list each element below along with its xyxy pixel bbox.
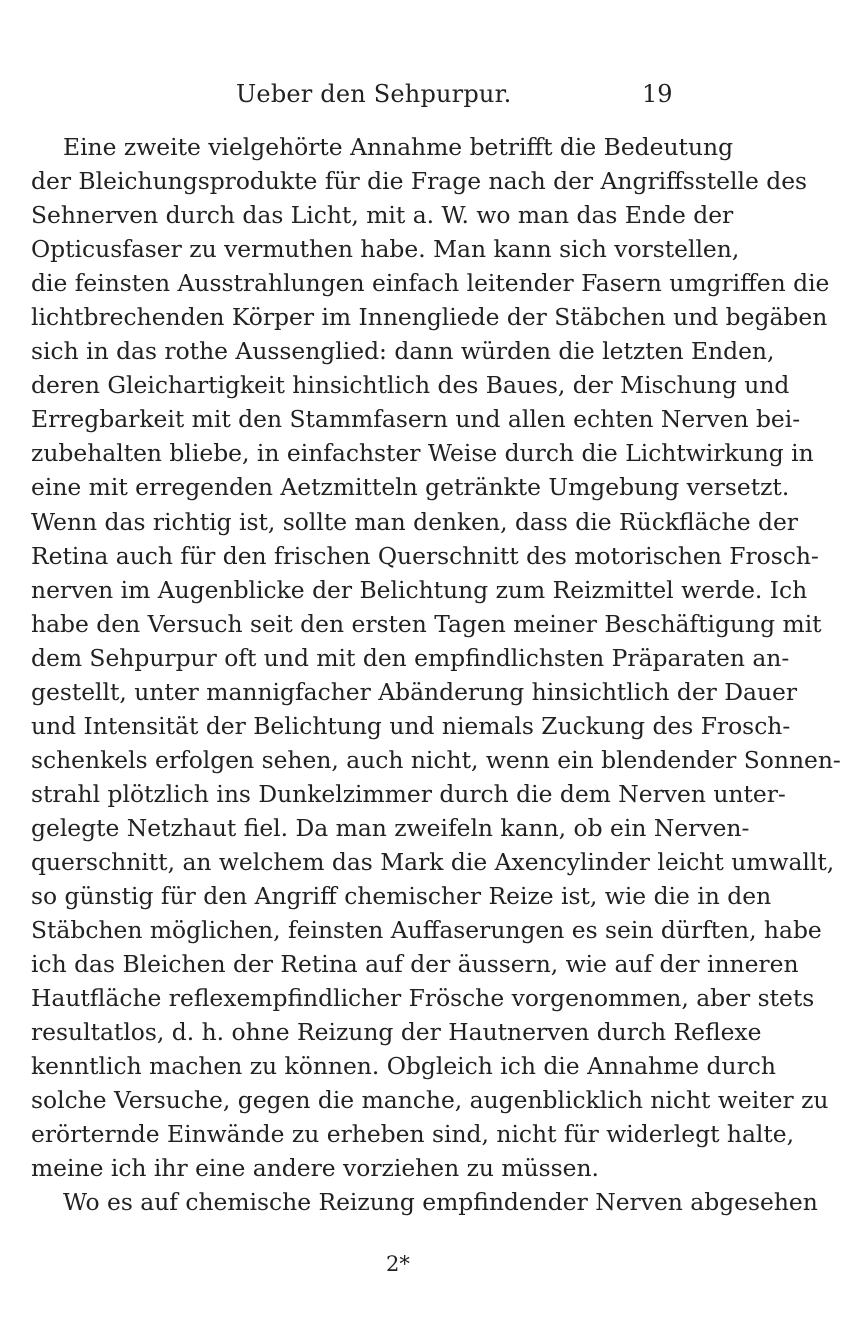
text-line: und Intensität der Belichtung und niemals Zuckung des Frosch- — [31, 711, 791, 740]
text-line: ich das Bleichen der Retina auf der äussern, wie auf der inneren — [31, 950, 799, 979]
text-line: Stäbchen möglichen, feinsten Auffaserungen es sein dürften, habe — [31, 916, 822, 945]
text-line: Wo es auf chemische Reizung empfindender Nerven abgesehen — [63, 1188, 818, 1217]
text-line: gestellt, unter mannigfacher Abänderung hinsichtlich der Dauer — [31, 677, 798, 706]
text-line: Eine zweite vielgehörte Annahme betrifft die Bedeutung — [63, 133, 734, 161]
text-line: meine ich ihr eine andere vorziehen zu müssen. — [31, 1154, 599, 1183]
text-line: Hautfläche reflexempfindlicher Frösche vorgenommen, aber stets — [31, 984, 815, 1013]
text-line: solche Versuche, gegen die manche, augenblicklich nicht weiter zu — [31, 1086, 829, 1115]
text-line: deren Gleichartigkeit hinsichtlich des Baues, der Mischung und — [31, 371, 790, 400]
body-text — [31, 130, 841, 1220]
text-line: die feinsten Ausstrahlungen einfach leitender Fasern umgriffen die — [31, 269, 830, 298]
text-line: Retina auch für den frischen Querschnitt des motorischen Frosch- — [31, 541, 819, 570]
text-line: zubehalten bliebe, in einfachster Weise durch die Lichtwirkung in — [31, 439, 814, 468]
text-line: eine mit erregenden Aetzmitteln getränkte Umgebung versetzt. — [31, 473, 790, 502]
text-line: Erregbarkeit mit den Stammfasern und allen echten Nerven bei- — [31, 405, 801, 434]
signature-mark: 2* — [386, 1252, 410, 1276]
running-title: Ueber den Sehpurpur. — [236, 80, 512, 108]
text-line: Wenn das richtig ist, sollte man denken, dass die Rückfläche der — [31, 507, 798, 536]
page-number: 19 — [642, 80, 673, 108]
text-line: strahl plötzlich ins Dunkelzimmer durch die dem Nerven unter- — [31, 779, 786, 808]
text-line: dem Sehpurpur oft und mit den empfindlichsten Präparaten an- — [31, 643, 790, 672]
text-line: Opticusfaser zu vermuthen habe. Man kann sich vorstellen, — [31, 235, 740, 264]
text-line: so günstig für den Angriff chemischer Reize ist, wie die in den — [31, 882, 772, 911]
text-line: gelegte Netzhaut fiel. Da man zweifeln kann, ob ein Nerven- — [31, 813, 750, 842]
text-line: querschnitt, an welchem das Mark die Axencylinder leicht umwallt, — [31, 847, 835, 876]
text-line: Sehnerven durch das Licht, mit a. W. wo man das Ende der — [31, 201, 734, 230]
page-header — [0, 78, 800, 118]
text-line: erörternde Einwände zu erheben sind, nicht für widerlegt halte, — [31, 1120, 795, 1149]
text-line: nerven im Augenblicke der Belichtung zum Reizmittel werde. Ich — [31, 575, 808, 604]
text-line: sich in das rothe Aussenglied: dann würden die letzten Enden, — [31, 337, 775, 366]
text-line: lichtbrechenden Körper im Innengliede der Stäbchen und begäben — [31, 303, 828, 332]
text-line: habe den Versuch seit den ersten Tagen meiner Beschäftigung mit — [31, 609, 822, 638]
text-line: resultatlos, d. h. ohne Reizung der Hautnerven durch Reflexe — [31, 1018, 762, 1047]
text-line: schenkels erfolgen sehen, auch nicht, wenn ein blendender Sonnen- — [31, 745, 841, 774]
text-line: kenntlich machen zu können. Obgleich ich die Annahme durch — [31, 1052, 776, 1081]
text-line: der Bleichungsprodukte für die Frage nach der Angriffsstelle des — [31, 167, 808, 196]
